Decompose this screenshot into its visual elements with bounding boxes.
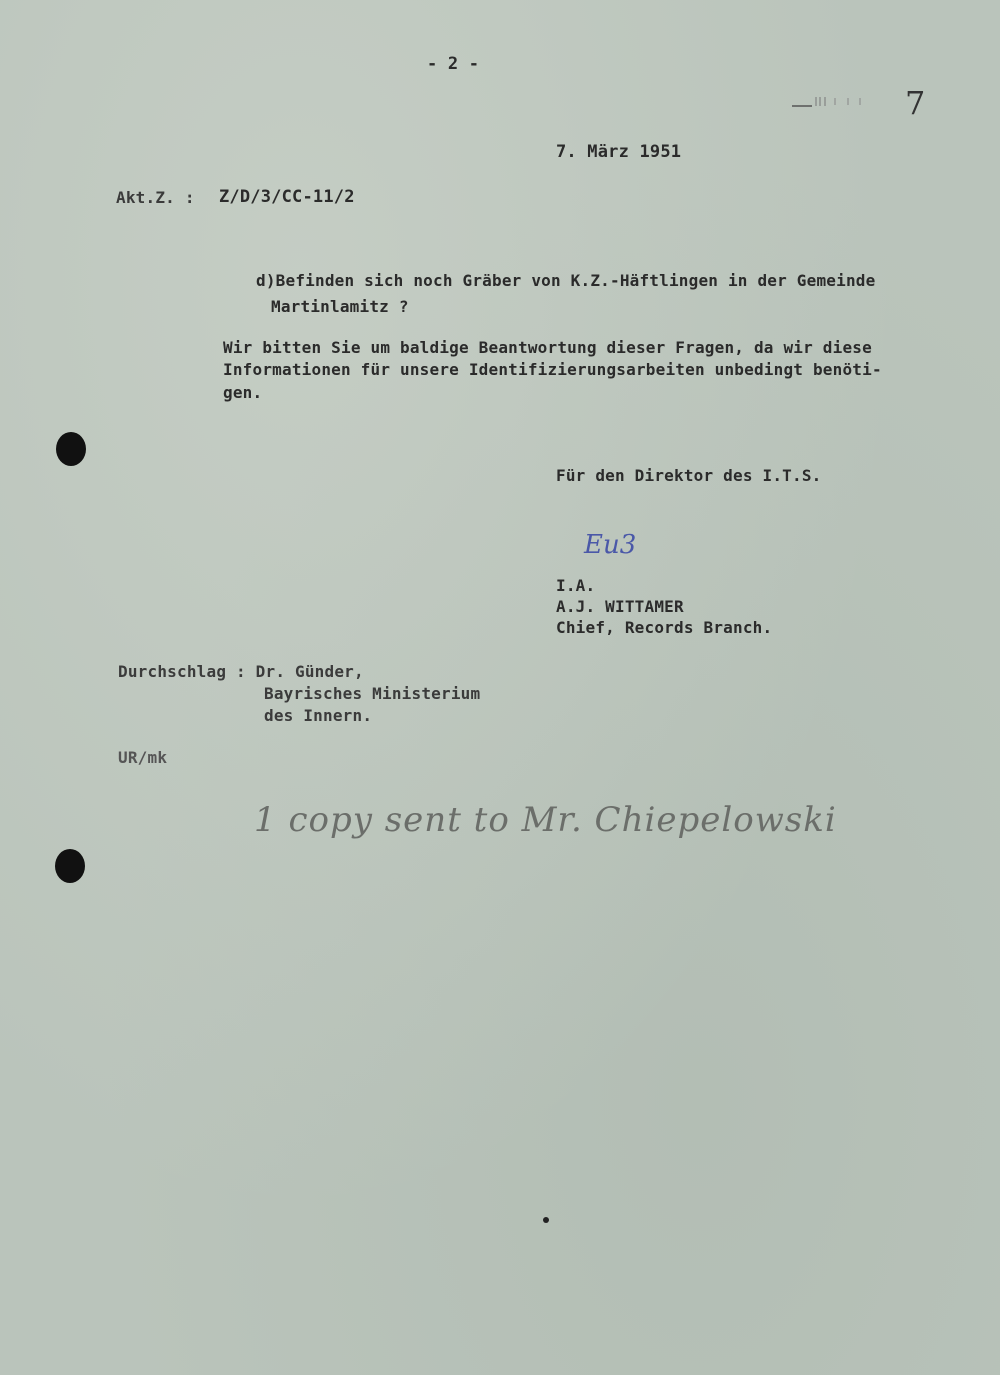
signer-title: Chief, Records Branch.: [556, 618, 773, 637]
request-line3: gen.: [223, 383, 263, 402]
closing-line: Für den Direktor des I.T.S.: [556, 466, 822, 485]
copy-recipient-line2: Bayrisches Ministerium: [264, 684, 481, 703]
signer-name: A.J. WITTAMER: [556, 597, 684, 616]
request-line1: Wir bitten Sie um baldige Beantwortung dieser Fragen, da wir diese: [223, 338, 872, 357]
copy-recipient-line3: des Innern.: [264, 706, 373, 725]
handwritten-note: 1 copy sent to Mr. Chiepelowski: [254, 800, 837, 840]
stamp-mark: [790, 93, 880, 111]
ink-dot: [543, 1217, 549, 1223]
corner-page-number: 7: [905, 84, 926, 122]
signature-initials: Eu3: [584, 530, 637, 560]
signer-ia: I.A.: [556, 576, 596, 595]
reference-value: Z/D/3/CC-11/2: [219, 187, 355, 207]
question-d-line2: Martinlamitz ?: [271, 297, 409, 316]
punch-hole-top: [56, 432, 86, 466]
question-d-line1: d)Befinden sich noch Gräber von K.Z.-Häftlingen in der Gemeinde: [256, 271, 876, 290]
copy-recipient-line1: Durchschlag : Dr. Günder,: [118, 662, 364, 681]
typist-initials: UR/mk: [118, 748, 168, 767]
request-line2: Informationen für unsere Identifizierungsarbeiten unbedingt benöti-: [223, 360, 882, 379]
page-number: - 2 -: [427, 54, 480, 74]
punch-hole-bottom: [55, 849, 85, 883]
document-date: 7. März 1951: [556, 142, 682, 162]
reference-label: Akt.Z. :: [116, 188, 195, 207]
